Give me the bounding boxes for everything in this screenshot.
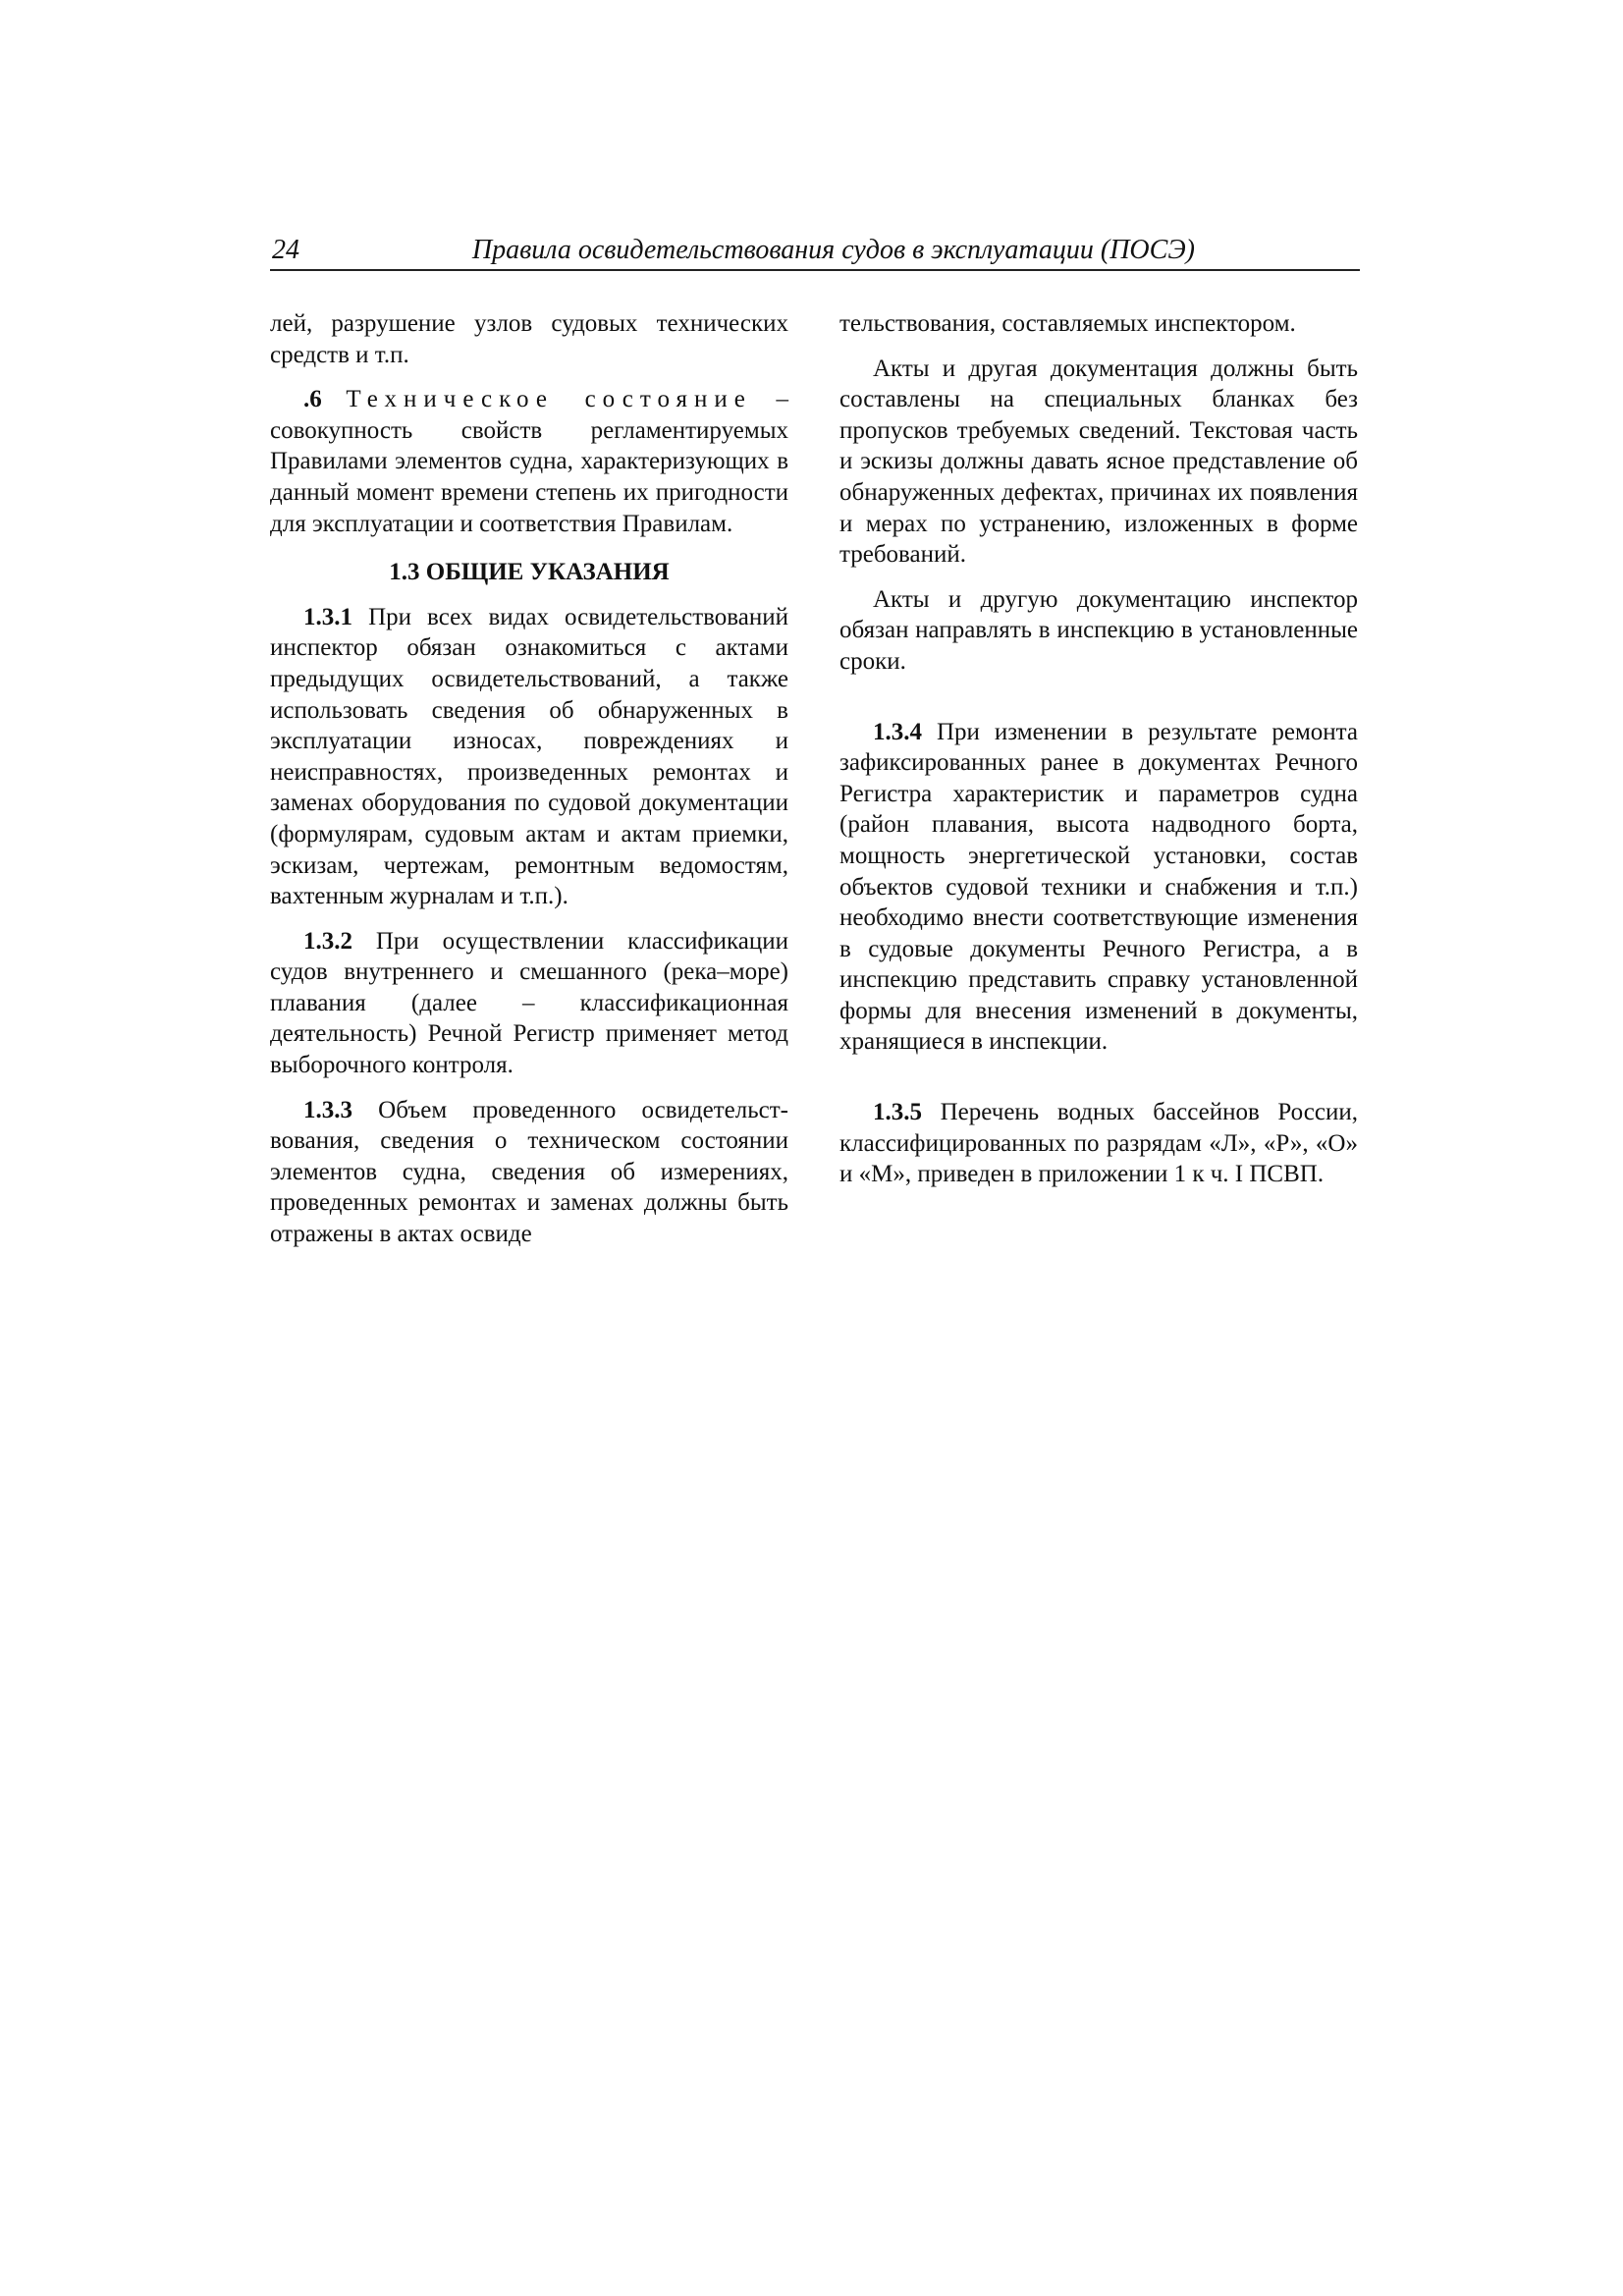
- right-column: [839, 308, 1358, 1204]
- running-title: Правила освидетельствования судов в эксплуатации (ПОСЭ): [471, 235, 1195, 265]
- paragraph-1-3-1: [270, 602, 788, 912]
- paragraph-1-3-3: [270, 1095, 788, 1250]
- clause-text: Объем проведенного освидетельствования, сведения о техническом состоянии элементов судна, сведения об измерениях, проведенных ремонтах и заменах должны быть отражены в актах освиде: [270, 1096, 788, 1248]
- clause-text: Перечень водных бассейнов России, классифицированных по разрядам «Л», «Р», «О» и «М», приведен в приложении 1 к ч. I ПСВП.: [839, 1099, 1358, 1188]
- clause-text: При всех видах освидетельствований инспектор обязан ознакомиться с актами предыдущих освидетельствований, а также использовать сведения об обнаруженных в эксплуатации износах, повреждениях и неисправностях, произведенных ремонтах и заменах оборудования по судовой документации (формулярам, судовым актам и актам приемки, эскизам, чертежам, ремонтным ведомостям, вахтенным журналам и т.п.).: [270, 603, 788, 910]
- clause-number: 1.3.3: [303, 1096, 352, 1123]
- clause-number: 1.3.5: [873, 1099, 922, 1126]
- paragraph-acts-forms: Акты и другая документация должны быть составлены на специальных бланках без пропусков требуемых сведений. Текстовая часть и эскизы должны давать ясное представление об обнаруженных дефектах, причинах их появления и мерах по устранению, изложенных в форме требований.: [839, 355, 1358, 569]
- paragraph-acts-submission: Акты и другую документацию инспектор обязан направлять в инспекцию в установленные сроки.: [839, 585, 1358, 675]
- paragraph-1-3-2: [270, 926, 788, 1081]
- page-header: [270, 234, 1360, 271]
- paragraph-continuation: лей, разрушение узлов судовых технических средств и т.п.: [270, 310, 788, 368]
- definition-text: – совокупность свойств регламентируемых Правилами элементов судна, характеризующих в данный момент времени степень их пригодности для эксплуатации и соответствия Правилам.: [270, 386, 789, 537]
- clause-text: При изменении в результате ремонта зафиксированных ранее в документах Речного Регистра характеристик и параметров судна (район плавания, высота надводного борта, мощность энергетической установки, состав объектов судовой техники и снабжения и т.п.) необходимо внести соответствующие изменения в судовые документы Речного Регистра, а в инспекцию представить справку установленной формы для внесения изменений в документы, хранящиеся в инспекции.: [839, 718, 1358, 1056]
- clause-number: 1.3.2: [303, 927, 352, 955]
- section-title: 1.3 ОБЩИЕ УКАЗАНИЯ: [389, 559, 670, 586]
- spacer: [839, 1071, 1358, 1097]
- defined-term: Техническое состояние: [346, 386, 752, 413]
- page-number: 24: [272, 235, 299, 265]
- item-number: .6: [303, 386, 322, 413]
- clause-text: При осуществлении классификации судов внутреннего и смешанного (река–море) плавания (далее – классификационная деятельность) Речной Регистр применяет метод выборочного контроля.: [270, 927, 788, 1079]
- paragraph-continuation: тельствования, составляемых инспектором.: [839, 310, 1296, 337]
- clause-number: 1.3.4: [873, 718, 922, 745]
- spacer: [839, 691, 1358, 717]
- left-column: [270, 308, 788, 1264]
- paragraph-1-3-4: [839, 717, 1358, 1059]
- paragraph-1-3-5: [839, 1097, 1358, 1190]
- clause-number: 1.3.1: [303, 603, 352, 630]
- paragraph-definition-6: [270, 384, 788, 539]
